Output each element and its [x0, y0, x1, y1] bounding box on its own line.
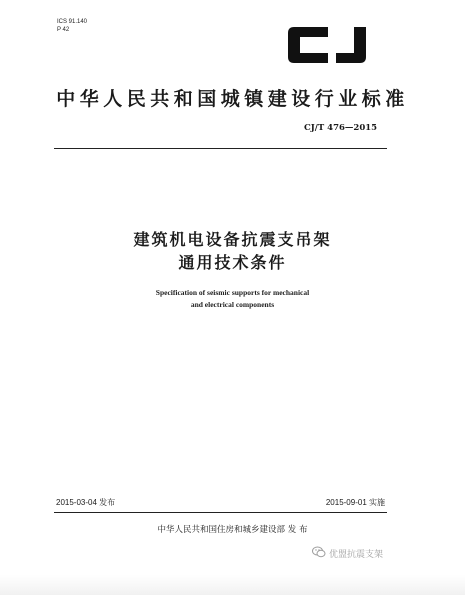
wechat-icon [312, 546, 326, 561]
implementation-date: 2015-09-01 实施 [325, 498, 385, 507]
document-title-cn-line2: 通用技术条件 [178, 253, 287, 272]
publisher: 中华人民共和国住房和城乡建设部 发 布 [157, 525, 308, 535]
standard-number: CJ/T 476—2015 [304, 123, 378, 133]
document-title-en-line2: and electrical components [190, 300, 275, 309]
watermark [312, 546, 383, 561]
ccs-code: P 42 [57, 27, 70, 33]
document-title-cn-line1: 建筑机电设备抗震支吊架 [133, 230, 332, 249]
standard-category-title: 中华人民共和国城镇建设行业标准 [56, 88, 409, 110]
watermark-text: 优盟抗震支架 [329, 550, 384, 560]
cj-logo [282, 23, 380, 67]
bottom-divider [54, 512, 387, 513]
cj-logo-mark [282, 23, 380, 67]
top-divider [54, 148, 387, 149]
classification-codes [57, 18, 87, 34]
page-bottom-edge [0, 575, 465, 595]
document-title-en-line1: Specification of seismic supports for mechanical [155, 288, 310, 297]
issue-date: 2015-03-04 发布 [56, 498, 116, 507]
ics-code: ICS 91.140 [57, 19, 88, 25]
